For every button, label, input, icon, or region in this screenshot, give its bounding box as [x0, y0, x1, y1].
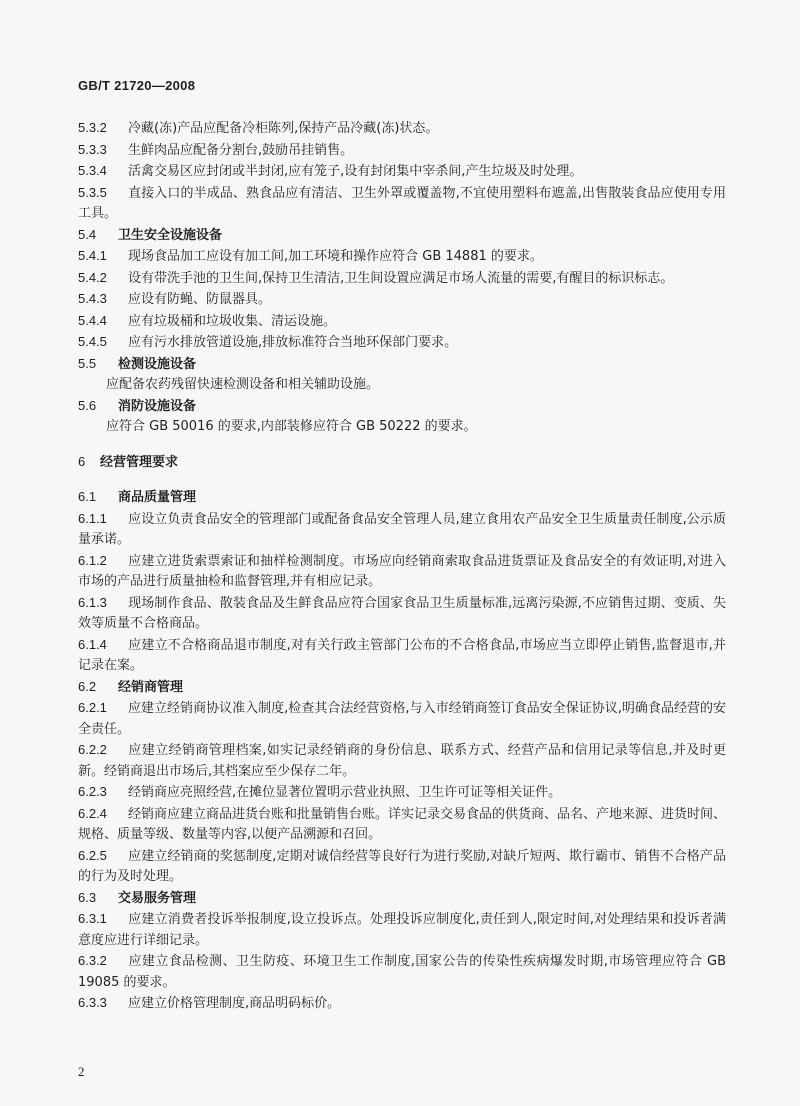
clause-text: 应有污水排放管道设施,排放标准符合当地环保部门要求。 [128, 335, 458, 350]
clause-text: 设有带洗手池的卫生间,保持卫生清洁,卫生间设置应满足市场人流量的需要,有醒目的标识标志。 [128, 270, 674, 286]
clause-number: 6.3 [78, 889, 97, 905]
clause-number: 5.3.5 [78, 184, 107, 200]
clause-paragraph [78, 375, 726, 396]
clause-text: 现场制作食品、散装食品及生鲜食品应符合国家食品卫生质量标准,远离污染源,不应销售过期、变质、失效等质量不合格商品。 [78, 595, 726, 631]
clause-text: 直接入口的半成品、熟食品应有清洁、卫生外罩或覆盖物,不宜使用塑料布遮盖,出售散装食品应使用专用工具。 [78, 185, 726, 221]
clause-text: 应符合 GB 50016 的要求,内部装修应符合 GB 50222 的要求。 [106, 419, 477, 434]
clause-text: 应建立进货索票索证和抽样检测制度。市场应向经销商索取食品进货票证及食品安全的有效证明,对进入市场的产品进行质量抽检和监督管理,并有相应记录。 [78, 553, 726, 589]
clause-paragraph [78, 804, 726, 846]
clause-paragraph [78, 993, 726, 1015]
clause-paragraph [78, 183, 726, 225]
clause-text: 经销商管理 [118, 679, 184, 695]
clause-number: 5.4.5 [78, 334, 107, 349]
clause-text: 应有垃圾桶和垃圾收集、清运设施。 [128, 313, 337, 329]
clause-paragraph [78, 140, 726, 162]
clause-number: 6.2.1 [78, 700, 107, 715]
clause-number: 6.3.2 [78, 953, 107, 968]
clause-text: 应建立不合格商品退市制度,对有关行政主管部门公布的不合格食品,市场应当立即停止销售,监督退市,并记录在案。 [78, 637, 726, 673]
clause-number: 5.4 [78, 226, 97, 242]
clause-number: 6.3.3 [78, 995, 107, 1010]
clause-text: 应建立经销商协议准入制度,检查其合法经营资格,与入市经销商签订食品安全保证协议,明确食品经营的安全责任。 [78, 701, 726, 737]
clause-paragraph [78, 161, 726, 183]
clause-paragraph [78, 332, 726, 354]
clause-number: 6.2.2 [78, 742, 107, 757]
clause-number: 6.1.1 [78, 510, 107, 526]
clause-paragraph [78, 268, 726, 290]
clause-paragraph [78, 551, 726, 593]
clause-text: 经营管理要求 [100, 454, 179, 470]
clause-text: 交易服务管理 [118, 890, 197, 906]
clause-number: 6.2.4 [78, 805, 107, 821]
clause-number: 5.3.4 [78, 163, 107, 178]
clause-paragraph [78, 782, 726, 804]
clause-paragraph [78, 311, 726, 333]
clause-paragraph [78, 289, 726, 311]
page-number: 2 [78, 1064, 85, 1079]
clause-paragraph [78, 417, 726, 438]
clause-paragraph [78, 118, 726, 140]
clause-number: 6.2.5 [78, 847, 107, 863]
section-heading [78, 677, 726, 699]
clause-number: 6.1.3 [78, 594, 107, 610]
clause-paragraph [78, 509, 726, 551]
clause-text: 活禽交易区应封闭或半封闭,应有笼子,设有封闭集中宰杀间,产生垃圾及时处理。 [128, 164, 583, 179]
clause-text: 应设立负责食品安全的管理部门或配备食品安全管理人员,建立食用农产品安全卫生质量责任制度,公示质量承诺。 [78, 511, 726, 547]
clause-text: 应建立食品检测、卫生防疫、环境卫生工作制度,国家公告的传染性疾病爆发时期,市场管理应符合 GB 19085 的要求。 [78, 954, 726, 990]
clause-text: 应建立经销商的奖惩制度,定期对诚信经营等良好行为进行奖励,对缺斤短两、欺行霸市、销售不合格产品的行为及时处理。 [78, 848, 726, 884]
clause-paragraph [78, 635, 726, 677]
clause-text: 应建立消费者投诉举报制度,设立投诉点。处理投诉应制度化,责任到人,限定时间,对处理结果和投诉者满意度应进行详细记录。 [78, 912, 726, 948]
clause-number: 5.3.2 [78, 120, 107, 135]
clause-text: 经销商应建立商品进货台账和批量销售台账。详实记录交易食品的供货商、品名、产地来源、进货时间、规格、质量等级、数量等内容,以便产品溯源和召回。 [78, 806, 727, 842]
clause-number: 6.1 [78, 489, 97, 504]
clause-text: 卫生安全设施设备 [118, 227, 223, 243]
clause-text: 经销商应亮照经营,在摊位显著位置明示营业执照、卫生许可证等相关证件。 [128, 785, 562, 800]
clause-paragraph [78, 909, 726, 951]
section-heading [78, 354, 726, 376]
section-heading [78, 487, 726, 509]
clause-text: 应建立价格管理制度,商品明码标价。 [128, 996, 341, 1011]
clause-number: 5.4.3 [78, 291, 107, 306]
standard-code: GB/T 21720—2008 [78, 78, 196, 93]
clause-number: 6.2 [78, 678, 97, 694]
clause-paragraph [78, 246, 726, 268]
clause-text: 检测设施设备 [118, 356, 197, 372]
clause-number: 5.4.4 [78, 312, 107, 328]
clause-number: 5.4.2 [78, 269, 107, 285]
clause-number: 6 [78, 453, 86, 469]
clause-number: 5.6 [78, 397, 97, 413]
clause-text: 消防设施设备 [118, 398, 197, 414]
clause-number: 5.3.3 [78, 141, 107, 157]
clause-paragraph [78, 593, 726, 635]
clause-text: 应设有防蝇、防鼠器具。 [128, 292, 272, 307]
clause-number: 6.1.4 [78, 636, 107, 652]
clause-paragraph [78, 846, 726, 888]
clause-number: 6.2.3 [78, 784, 107, 799]
clause-number: 5.4.1 [78, 248, 107, 263]
clause-paragraph [78, 951, 726, 993]
section-heading [78, 452, 726, 474]
clause-number: 6.1.2 [78, 552, 107, 568]
clause-text: 冷藏(冻)产品应配备冷柜陈列,保持产品冷藏(冻)状态。 [128, 121, 439, 136]
clause-number: 5.5 [78, 355, 97, 371]
clause-paragraph [78, 698, 726, 740]
section-heading [78, 888, 726, 910]
clause-number: 6.3.1 [78, 911, 107, 926]
clause-paragraph [78, 740, 726, 782]
clause-text: 生鲜肉品应配备分割台,鼓励吊挂销售。 [128, 142, 354, 158]
clause-text: 现场食品加工应设有加工间,加工环境和操作应符合 GB 14881 的要求。 [128, 249, 543, 264]
clause-text: 商品质量管理 [118, 490, 197, 505]
section-heading [78, 396, 726, 418]
clause-text: 应建立经销商管理档案,如实记录经销商的身份信息、联系方式、经营产品和信用记录等信息,并及时更新。经销商退出市场后,其档案应至少保存二年。 [78, 743, 726, 779]
section-heading [78, 225, 726, 247]
document-body [78, 118, 726, 1015]
clause-text: 应配备农药残留快速检测设备和相关辅助设施。 [106, 377, 380, 392]
